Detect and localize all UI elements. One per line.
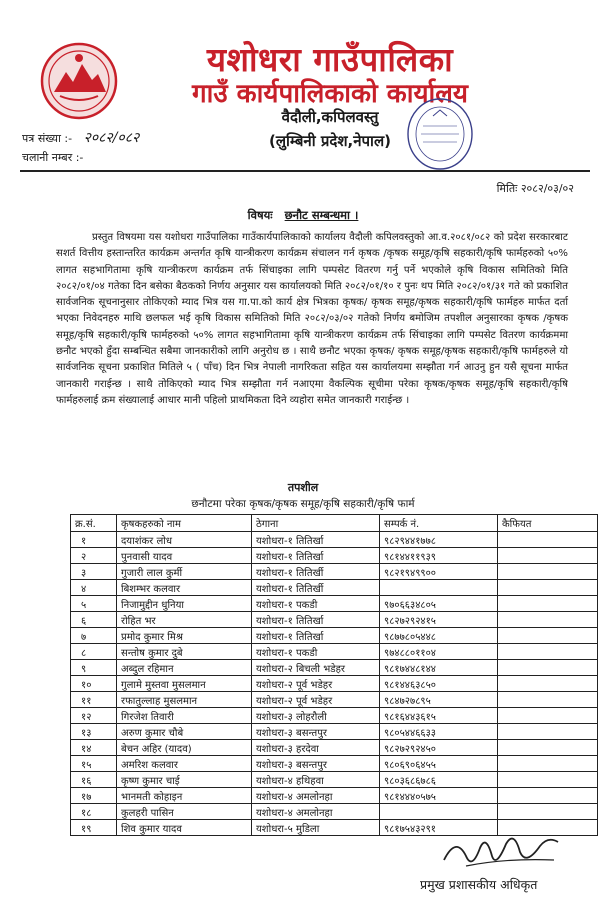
cell-sn: ४ [71, 580, 117, 596]
office-stamp [405, 96, 475, 172]
cell-contact: ९८०५४४६६३३ [380, 724, 498, 740]
col-header-contact: सम्पर्क नं. [380, 515, 498, 532]
cell-remarks [498, 740, 598, 756]
cell-address: यशोधरा-४ अमलोनहा [252, 804, 380, 820]
cell-address: यशोधरा-२ बिचली भडेहर [252, 660, 380, 676]
cell-name: पुनवासी यादव [117, 548, 252, 564]
cell-remarks [498, 564, 598, 580]
table-row [71, 628, 598, 644]
office-name: यशोधरा गाउँपालिका [206, 40, 454, 79]
subject-line [0, 208, 606, 223]
cell-sn: २ [71, 548, 117, 564]
reference-label: पत्र संख्या :- [22, 132, 73, 145]
cell-contact: ९८०३६८६७८६ [380, 772, 498, 788]
cell-contact: ९८२७२९२४१५ [380, 612, 498, 628]
header-divider [20, 170, 590, 172]
cell-contact: ९८१४४४०५७५ [380, 788, 498, 804]
cell-sn: १८ [71, 804, 117, 820]
cell-address: यशोधरा-४ हथिहवा [252, 772, 380, 788]
cell-address: यशोधरा-१ तितिर्खी [252, 564, 380, 580]
cell-contact: ९८१७५४३२९१ [380, 820, 498, 836]
cell-remarks [498, 612, 598, 628]
cell-address: यशोधरा-१ तितिर्खा [252, 548, 380, 564]
cell-remarks [498, 644, 598, 660]
cell-name: कुलहरी पासिन [117, 804, 252, 820]
cell-name: गुलामे मुस्तवा मुसलमान [117, 676, 252, 692]
subject-value: छनौट सम्बन्धमा । [284, 208, 359, 222]
cell-name: रफातुल्लाह मुसलमान [117, 692, 252, 708]
municipality-logo [40, 42, 118, 120]
cell-contact [380, 580, 498, 596]
table-row [71, 804, 598, 820]
cell-name: निजामुद्दीन धुनिया [117, 596, 252, 612]
cell-remarks [498, 532, 598, 548]
cell-contact: ९८२७२९२४५० [380, 740, 498, 756]
dispatch-number-label: चलानी नम्बर :- [22, 151, 84, 164]
office-province: (लुम्बिनी प्रदेश,नेपाल) [269, 132, 391, 150]
cell-remarks [498, 548, 598, 564]
table-header-row [71, 515, 598, 532]
cell-name: अमरिश कलवार [117, 756, 252, 772]
table-row [71, 772, 598, 788]
reference-value: २०८२/०८२ [83, 130, 140, 146]
cell-remarks [498, 692, 598, 708]
cell-contact: ९८४७२७८९५ [380, 692, 498, 708]
cell-name: सन्तोष कुमार दुबे [117, 644, 252, 660]
cell-contact: ९८२१९४९९०० [380, 564, 498, 580]
cell-sn: १७ [71, 788, 117, 804]
col-header-sn: क्र.सं. [71, 515, 117, 532]
cell-address: यशोधरा-३ लोहरौली [252, 708, 380, 724]
cell-address: यशोधरा-३ हरदेवा [252, 740, 380, 756]
cell-address: यशोधरा-४ अमलोनहा [252, 788, 380, 804]
cell-remarks [498, 772, 598, 788]
cell-name: बिशम्भर कलवार [117, 580, 252, 596]
cell-name: शिव कुमार यादव [117, 820, 252, 836]
table-row [71, 756, 598, 772]
col-header-remarks: कैफियत [498, 515, 598, 532]
table-row [71, 548, 598, 564]
cell-contact: ९८१७४४८१४४ [380, 660, 498, 676]
cell-sn: १९ [71, 820, 117, 836]
cell-name: अरुण कुमार चौबे [117, 724, 252, 740]
col-header-name: कृषकहरुको नाम [117, 515, 252, 532]
cell-address: यशोधरा-२ पूर्व भडेहर [252, 692, 380, 708]
cell-address: यशोधरा-३ बसन्तपुर [252, 724, 380, 740]
cell-address: यशोधरा-२ पूर्व भडेहर [252, 676, 380, 692]
cell-remarks [498, 756, 598, 772]
cell-sn: ६ [71, 612, 117, 628]
selected-farmers-table [70, 514, 598, 836]
col-header-address: ठेगाना [252, 515, 380, 532]
reference-number [22, 128, 139, 147]
table-row [71, 532, 598, 548]
cell-sn: १० [71, 676, 117, 692]
table-row [71, 692, 598, 708]
table-row [71, 660, 598, 676]
table-row [71, 612, 598, 628]
signature [436, 826, 566, 876]
cell-contact: ९७४८८०११०४ [380, 644, 498, 660]
signatory-title: प्रमुख प्रशासकीय अधिकृत [420, 877, 538, 892]
cell-sn: ११ [71, 692, 117, 708]
cell-remarks [498, 580, 598, 596]
table-row [71, 708, 598, 724]
table-row [71, 596, 598, 612]
office-address: वैदौली,कपिलवस्तु [281, 108, 379, 126]
body-paragraph: प्रस्तुत विषयमा यस यशोधरा गाउँपालिका गाउँकार्यपालिकाको कार्यालय वैदौली कपिलवस्तुको आ.व.२०८१/०८२ को प्रदेश सरकारबाट सशर्त वित्तीय हस्तान्तरित कार्यक्रम अन्तर्गत कृषि यान्त्रीकरण कार्यक्रम संचालन गर्न कृषक /कृषक समूह/कृषि सहकारी/कृषि फार्महरुको ५०% लागत सहभागितामा कृषि यान्त्रीकरण कार्यक्रम तर्फ सिंचाइका लागि पम्पसेट वितरण गर्नु पर्ने भएकोले कृषि विकास समितिको मिति २०८२/०१/०४ गतेका दिन बसेका बैठकको निर्णय अनुसार यस कार्यालयको मिति २०८२/०१/१० र पुनः थप मिति २०८२/०१/३१ गते को प्रकाशित सार्वजनिक सूचनानुसार तोकिएको म्याद भित्र यस गा.पा.को कार्य क्षेत्र भित्रका कृषक/ कृषक समूह/कृषक सहकारी/कृषि फार्महरु मार्फत दर्ता भएका निवेदनहरु माथि छलफल भई कृषि विकास समितिको मिति २०८२/०३/०२ गतेको निर्णय बमोजिम तपशील अनुसारका कृषक /कृषक समूह/कृषि सहकारी/कृषि फार्महरुको ५०% लागत सहभागितामा कृषि यान्त्रीकरण कार्यक्रम तर्फ सिंचाइका लागि पम्पसेट वितरण कार्यक्रममा छनौट भएको हुँदा सम्बन्धित सबैमा जानकारीको लागि अनुरोध छ । साथै छनौट भएका कृषक/ कृषक समूह/कृषक सहकारी/कृषि फार्महरुले यो सार्वजनिक सूचना प्रकाशित मितिले ५ ( पाँच) दिन भित्र नेपाली नागरिकता सहित यस कार्यालयमा सम्झौता गर्न आउनु हुन यसै सूचना मार्फत जानकारी गराईन्छ । साथै तोकिएको म्याद भित्र सम्झौता गर्न नआएमा वैकल्पिक सूचीमा परेका कृषक/कृषक समूह/कृषि सहकारी/कृषि फार्महरुलाई क्रम संख्यालाई आधार मानी पहिलो प्राथमिकता दिने व्यहोरा समेत जानकारी गराईन्छ । [56, 232, 568, 406]
notice-body [56, 230, 568, 409]
cell-contact: ९७०६६३४८०५ [380, 596, 498, 612]
cell-sn: ३ [71, 564, 117, 580]
cell-sn: १३ [71, 724, 117, 740]
table-row [71, 740, 598, 756]
cell-contact: ९८०६९०६४५५ [380, 756, 498, 772]
cell-sn: ९ [71, 660, 117, 676]
cell-sn: ८ [71, 644, 117, 660]
cell-name: दयाशंकर लोध [117, 532, 252, 548]
office-subtitle: गाउँ कार्यपालिकाको कार्यालय [192, 79, 468, 109]
cell-remarks [498, 628, 598, 644]
letter-date: मितिः २०८२/०३/०२ [496, 182, 574, 195]
table-row [71, 676, 598, 692]
cell-sn: ५ [71, 596, 117, 612]
cell-sn: १ [71, 532, 117, 548]
cell-name: अब्दुल रहिमान [117, 660, 252, 676]
cell-sn: १२ [71, 708, 117, 724]
table-row [71, 580, 598, 596]
cell-name: कृष्ण कुमार चाई [117, 772, 252, 788]
cell-name: रोहित भर [117, 612, 252, 628]
cell-sn: ७ [71, 628, 117, 644]
cell-contact [380, 804, 498, 820]
cell-contact: ९८१४४६३८५० [380, 676, 498, 692]
cell-name: गिरजेश तिवारी [117, 708, 252, 724]
cell-contact: ९८१६४४३६१५ [380, 708, 498, 724]
cell-address: यशोधरा-१ तितिर्खा [252, 532, 380, 548]
cell-name: भानमती कोहाइन [117, 788, 252, 804]
schedule-title: तपशील [287, 481, 319, 494]
subject-label: विषयः [247, 208, 273, 222]
cell-address: यशोधरा-३ बसन्तपुर [252, 756, 380, 772]
table-row [71, 644, 598, 660]
cell-address: यशोधरा-१ पकडी [252, 596, 380, 612]
cell-remarks [498, 596, 598, 612]
cell-remarks [498, 660, 598, 676]
table-row [71, 788, 598, 804]
cell-address: यशोधरा-५ मुडिला [252, 820, 380, 836]
cell-address: यशोधरा-१ तितिर्खा [252, 628, 380, 644]
cell-sn: १६ [71, 772, 117, 788]
cell-address: यशोधरा-१ तितिर्खी [252, 580, 380, 596]
cell-sn: १४ [71, 740, 117, 756]
cell-address: यशोधरा-१ तितिर्खा [252, 612, 380, 628]
cell-contact: ९८२९४४१७७८ [380, 532, 498, 548]
table-row [71, 564, 598, 580]
cell-remarks [498, 708, 598, 724]
cell-contact: ९८१४४११९३९ [380, 548, 498, 564]
cell-address: यशोधरा-१ पकडी [252, 644, 380, 660]
table-caption: छनौटमा परेका कृषक/कृषक समूह/कृषि सहकारी/कृषि फार्म [191, 498, 415, 510]
cell-remarks [498, 804, 598, 820]
cell-name: बेचन अहिर (यादव) [117, 740, 252, 756]
cell-name: गुजारी लाल कुर्मी [117, 564, 252, 580]
cell-name: प्रमोद कुमार मिश्र [117, 628, 252, 644]
cell-remarks [498, 676, 598, 692]
cell-sn: १५ [71, 756, 117, 772]
cell-remarks [498, 788, 598, 804]
cell-contact: ९८७७८०५४४८ [380, 628, 498, 644]
table-row [71, 724, 598, 740]
cell-remarks [498, 724, 598, 740]
